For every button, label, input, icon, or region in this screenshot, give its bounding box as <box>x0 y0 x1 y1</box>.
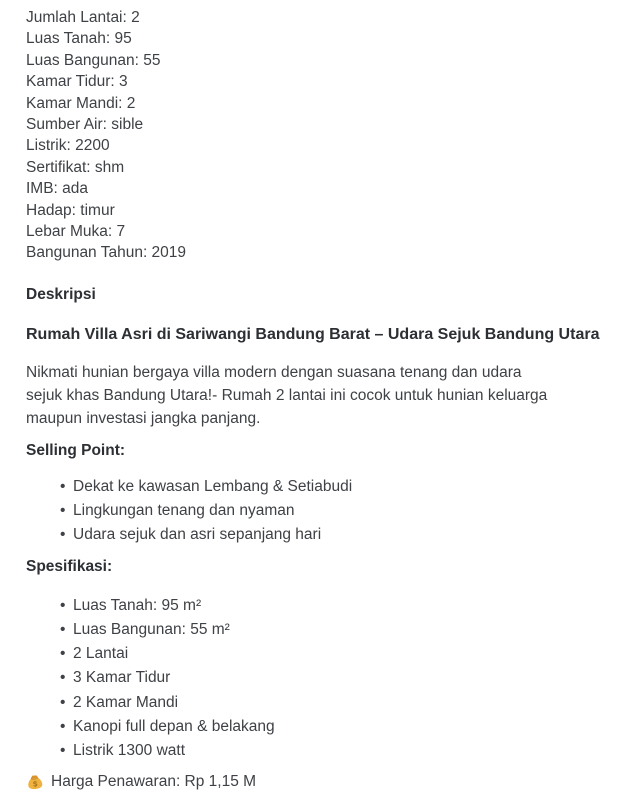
list-item-text: Luas Bangunan: 55 m² <box>73 621 230 639</box>
price-line <box>26 771 606 793</box>
attribute-line: Kamar Tidur: 3 <box>26 73 128 91</box>
bullet-marker: • <box>60 526 66 544</box>
attribute-line: Kamar Mandi: 2 <box>26 94 136 112</box>
attribute-line: Luas Tanah: 95 <box>26 30 132 48</box>
list-item-text: 2 Kamar Mandi <box>73 693 179 711</box>
description-heading: Deskripsi <box>26 285 96 303</box>
list-item-text: Dekat ke kawasan Lembang & Setiabudi <box>73 477 353 495</box>
bullet-marker: • <box>60 645 66 663</box>
bullet-marker: • <box>60 669 66 687</box>
attribute-line: Bangunan Tahun: 2019 <box>26 244 187 262</box>
list-item <box>60 739 606 763</box>
svg-text:$: $ <box>32 779 38 789</box>
list-item-text: 2 Lantai <box>73 645 129 663</box>
bullet-marker: • <box>60 597 66 615</box>
description-paragraph: Nikmati hunian bergaya villa modern dengan suasana tenang dan udara sejuk khas Bandung Utara!- Rumah 2 lantai ini cocok untuk hunian keluarga maupun investasi jangka panjang. <box>26 363 548 427</box>
bullet-marker: • <box>60 693 66 711</box>
attribute-line: Jumlah Lantai: 2 <box>26 9 140 26</box>
specification-heading: Spesifikasi: <box>26 558 113 576</box>
list-item <box>60 523 606 547</box>
money-bag-icon <box>25 772 45 792</box>
bullet-marker: • <box>60 621 66 639</box>
attribute-line: Sumber Air: sible <box>26 116 144 134</box>
specification-list <box>26 594 606 763</box>
attribute-line: Hadap: timur <box>26 201 115 219</box>
attribute-line: Listrik: 2200 <box>26 137 110 155</box>
list-item <box>60 475 606 499</box>
list-item-text: Luas Tanah: 95 m² <box>73 597 202 615</box>
list-item-text: 3 Kamar Tidur <box>73 669 171 687</box>
selling-point-list <box>26 475 606 547</box>
list-item <box>60 666 606 690</box>
list-item <box>60 618 606 642</box>
bullet-marker: • <box>60 501 66 519</box>
attribute-line: Lebar Muka: 7 <box>26 223 126 241</box>
property-attributes <box>26 7 606 264</box>
list-item <box>60 499 606 523</box>
listing-title: Rumah Villa Asri di Sariwangi Bandung Barat – Udara Sejuk Bandung Utara <box>26 325 600 343</box>
attribute-line: Sertifikat: shm <box>26 158 125 176</box>
list-item <box>60 594 606 618</box>
bullet-marker: • <box>60 741 66 759</box>
selling-point-heading: Selling Point: <box>26 441 126 459</box>
list-item-text: Listrik 1300 watt <box>73 741 185 759</box>
list-item <box>60 691 606 715</box>
list-item <box>60 642 606 666</box>
bullet-marker: • <box>60 477 66 495</box>
price-text: Harga Penawaran: Rp 1,15 M <box>51 772 257 790</box>
list-item-text: Udara sejuk dan asri sepanjang hari <box>73 526 322 544</box>
list-item-text: Kanopi full depan & belakang <box>73 717 275 735</box>
list-item-text: Lingkungan tenang dan nyaman <box>73 501 295 519</box>
list-item <box>60 715 606 739</box>
attribute-line: IMB: ada <box>26 180 89 198</box>
bullet-marker: • <box>60 717 66 735</box>
attribute-line: Luas Bangunan: 55 <box>26 51 161 69</box>
